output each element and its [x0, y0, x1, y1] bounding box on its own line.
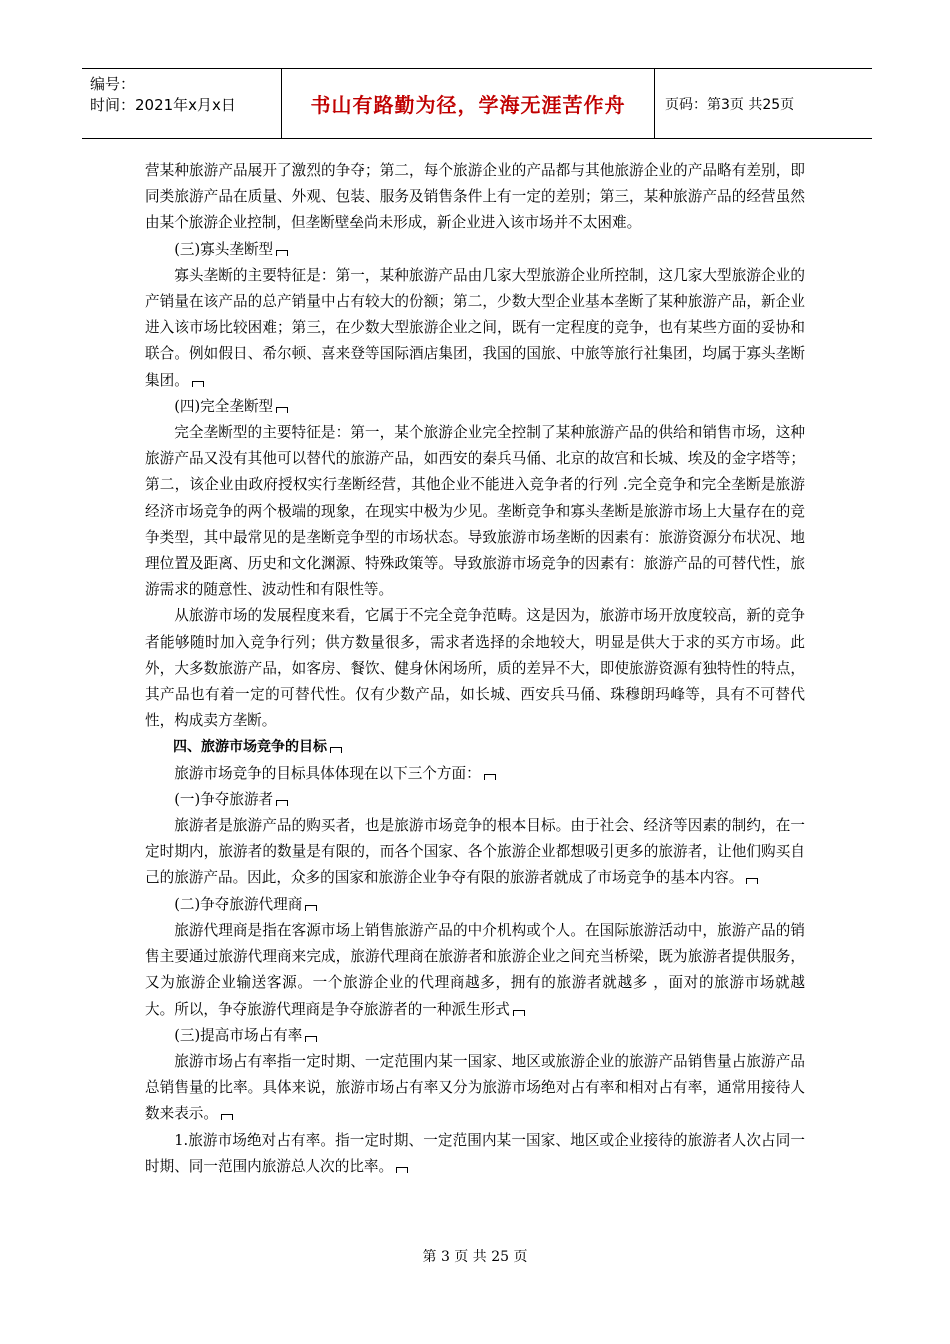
- paragraph-mark-icon: [305, 1036, 317, 1042]
- paragraph: 旅游市场竞争的目标具体体现在以下三个方面：: [145, 761, 805, 787]
- paragraph-mark-icon: [192, 381, 204, 387]
- paragraph-mark-icon: [305, 905, 317, 911]
- paragraph: 1.旅游市场绝对占有率。指一定时期、一定范围内某一国家、地区或企业接待的旅游者人次占同一时期、同一范围内旅游总人次的比率。: [145, 1131, 805, 1175]
- page-footer: 第 3 页 共 25 页: [422, 1249, 528, 1265]
- paragraph-mark-icon: [276, 800, 288, 806]
- chapter-heading: 四、旅游市场竞争的目标: [145, 734, 805, 760]
- header-page-label: 页码：第3页 共25页: [665, 96, 795, 113]
- paragraph-mark-icon: [396, 1167, 408, 1173]
- section-heading: (三)寡头垄断型: [145, 237, 805, 263]
- paragraph: 寡头垄断的主要特征是：第一，某种旅游产品由几家大型旅游企业所控制，这几家大型旅游企业的产销量在该产品的总产销量中占有较大的份额；第二，少数大型企业基本垄断了某种旅游产品，新企业进入该市场比较困难；第三，在少数大型旅游企业之间，既有一定程度的竞争，也有某些方面的妥协和联合。例如假日、希尔顿、喜来登等国际酒店集团，我国的国旅、中旅等旅行社集团，均属于寡头垄断集团。: [145, 266, 805, 389]
- section-heading: (三)提高市场占有率: [145, 1023, 805, 1049]
- paragraph: 营某种旅游产品展开了激烈的争夺；第二，每个旅游企业的产品都与其他旅游企业的产品略有差别，即同类旅游产品在质量、外观、包装、服务及销售条件上有一定的差别；第三，某种旅游产品的经营虽然由某个旅游企业控制，但垄断壁垒尚未形成，新企业进入该市场并不太困难。: [145, 162, 805, 232]
- paragraph-mark-icon: [513, 1010, 525, 1016]
- page-header: [82, 68, 872, 139]
- paragraph: 从旅游市场的发展程度来看，它属于不完全竞争范畴。这是因为，旅游市场开放度较高，新的竞争者能够随时加入竞争行列；供方数量很多，需求者选择的余地较大，明显是供大于求的买方市场。此外，大多数旅游产品，如客房、餐饮、健身休闲场所，质的差异不大，即使旅游资源有独特性的特点，其产品也有着一定的可替代性。仅有少数产品，如长城、西安兵马俑、珠穆朗玛峰等，具有不可替代性，构成卖方垄断。: [145, 607, 805, 730]
- paragraph: 完全垄断型的主要特征是：第一，某个旅游企业完全控制了某种旅游产品的供给和销售市场，这种旅游产品又没有其他可以替代的旅游产品，如西安的秦兵马俑、北京的故宫和长城、埃及的金字塔等；第二，该企业由政府授权实行垄断经营，其他企业不能进入竞争者的行列 .完全竞争和完全垄断是旅游经济市场竞争的两个极端的现象，在现实中极为少见。垄断竞争和寡头垄断是旅游市场上大量存在的竞争类型，其中最常见的是垄断竞争型的市场状态。导致旅游市场垄断的因素有：旅游资源分布状况、地理位置及距离、历史和文化渊源、特殊政策等。导致旅游市场竞争的因素有：旅游产品的可替代性，旅游需求的随意性、波动性和有限性等。: [145, 424, 805, 599]
- header-meta: [82, 69, 282, 138]
- paragraph-mark-icon: [276, 407, 288, 413]
- section-heading: (一)争夺旅游者: [145, 787, 805, 813]
- document-number-label: 编号：: [90, 75, 136, 93]
- paragraph-mark-icon: [330, 747, 342, 753]
- section-heading: (二)争夺旅游代理商: [145, 892, 805, 918]
- paragraph: 旅游者是旅游产品的购买者，也是旅游市场竞争的根本目标。由于社会、经济等因素的制约，在一定时期内，旅游者的数量是有限的，而各个国家、各个旅游企业都想吸引更多的旅游者，让他们购买自己的旅游产品。因此，众多的国家和旅游企业争夺有限的旅游者就成了市场竞争的基本内容。: [145, 817, 805, 887]
- header-motto: 书山有路勤为径，学海无涯苦作舟: [282, 69, 655, 138]
- paragraph-mark-icon: [276, 250, 288, 256]
- paragraph: 旅游代理商是指在客源市场上销售旅游产品的中介机构或个人。在国际旅游活动中，旅游产品的销售主要通过旅游代理商来完成，旅游代理商在旅游者和旅游企业之间充当桥梁，既为旅游者提供服务，又为旅游企业输送客源。一个旅游企业的代理商越多，拥有的旅游者就越多 ，面对的旅游市场就越大。所以，争夺旅游代理商是争夺旅游者的一种派生形式: [145, 921, 805, 1018]
- document-date-label: 时间：2021年x月x日: [90, 96, 236, 114]
- paragraph-mark-icon: [221, 1114, 233, 1120]
- document-body: [145, 158, 805, 1180]
- paragraph-mark-icon: [484, 774, 496, 780]
- paragraph: 旅游市场占有率指一定时期、一定范围内某一国家、地区或旅游企业的旅游产品销售量占旅游产品总销售量的比率。具体来说，旅游市场占有率又分为旅游市场绝对占有率和相对占有率，通常用接待人数来表示。: [145, 1052, 805, 1123]
- section-heading: (四)完全垄断型: [145, 394, 805, 420]
- paragraph-mark-icon: [746, 878, 758, 884]
